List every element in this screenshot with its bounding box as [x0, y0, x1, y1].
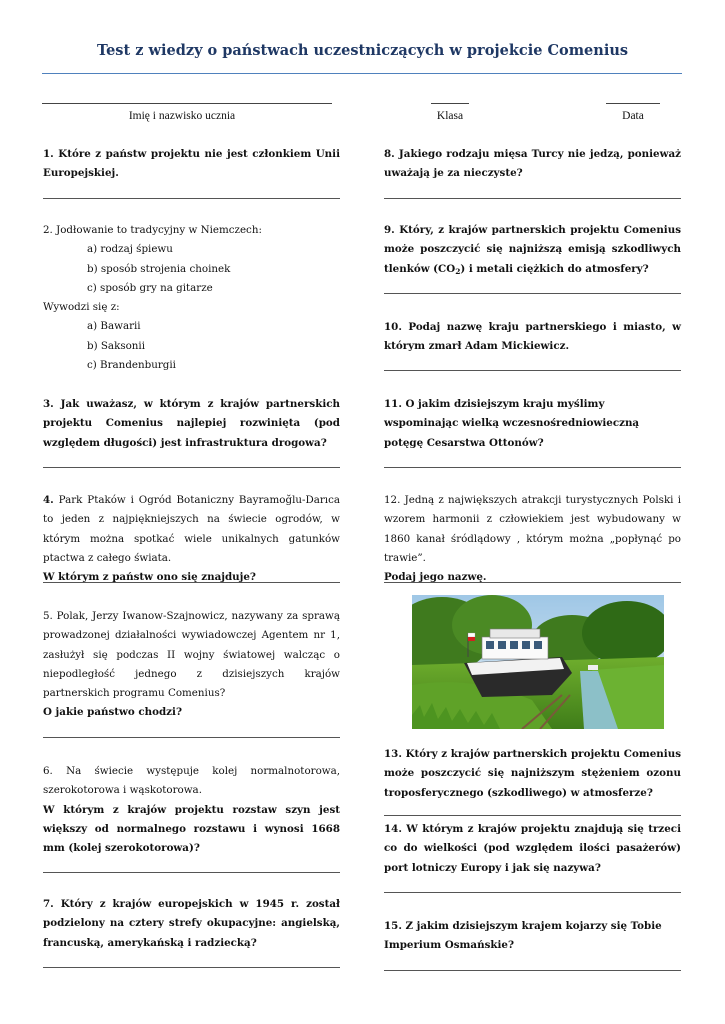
class-label: Klasa	[436, 110, 464, 122]
answer-line-12	[384, 582, 681, 583]
name-label: Imię i nazwisko ucznia	[128, 110, 236, 122]
answer-line-1	[43, 198, 340, 199]
date-line	[606, 103, 660, 104]
answer-line-7	[43, 967, 340, 968]
question-7: 7. Który z krajów europejskich w 1945 r. został podzielony na cztery strefy okupacyjne: angielską, francuską, amerykańską i radziecką?	[43, 898, 340, 949]
question-9-subscript: 2	[455, 266, 461, 276]
answer-line-15	[384, 970, 681, 971]
answer-line-8	[384, 198, 681, 199]
answer-line-11	[384, 467, 681, 468]
question-2-origin-a: a) Bawarii	[87, 320, 141, 333]
question-11: 11. O jakim dzisiejszym kraju myślimy wspominając wielką wczesnośredniowieczną potęgę Cesarstwa Ottonów?	[384, 398, 640, 449]
question-6-text: 6. Na świecie występuje kolej normalnotorowa, szerokotorowa i wąskotorowa.	[43, 765, 340, 797]
question-14: 14. W którym z krajów projektu znajdują się trzeci co do wielkości (pod względem ilości pasażerów) port lotniczy Europy i jak się nazywa?	[384, 823, 681, 874]
question-6	[43, 762, 340, 858]
question-2	[43, 221, 340, 375]
question-10: 10. Podaj nazwę kraju partnerskiego i miasto, w którym zmarł Adam Mickiewicz.	[384, 321, 681, 353]
date-label: Data	[622, 110, 644, 122]
question-1: 1. Które z państw projektu nie jest członkiem Unii Europejskiej.	[43, 148, 340, 180]
question-9-text-b: ) i metali ciężkich do atmosfery?	[460, 262, 649, 275]
question-4-question: W którym z państw ono się znajduje?	[43, 571, 256, 584]
question-2-option-a: a) rodzaj śpiewu	[87, 243, 173, 256]
question-2-intro: 2. Jodłowanie to tradycyjny w Niemczech:	[43, 224, 262, 236]
answer-line-13	[384, 815, 681, 816]
answer-line-10	[384, 370, 681, 371]
question-12	[384, 491, 681, 587]
question-9	[384, 221, 681, 281]
answer-line-14	[384, 892, 681, 893]
question-8: 8. Jakiego rodzaju mięsa Turcy nie jedzą, ponieważ uważają je za nieczyste?	[384, 148, 681, 180]
question-2-origin-c: c) Brandenburgii	[87, 359, 176, 372]
question-2-option-b: b) sposób strojenia choinek	[87, 262, 231, 275]
question-12-question: Podaj jego nazwę.	[384, 571, 487, 584]
question-4	[43, 491, 340, 587]
question-3: 3. Jak uważasz, w którym z krajów partnerskich projektu Comenius najlepiej rozwinięta (pod względem długości) jest infrastruktura drogowa?	[43, 398, 340, 449]
page-title: Test z wiedzy o państwach uczestniczących w projekcie Comenius	[96, 42, 629, 59]
question-9-text-a: 9. Który, z krajów partnerskich projektu Comenius może poszczycić się najniższą emisją szkodliwych tlenków (CO	[384, 224, 681, 275]
question-13: 13. Który z krajów partnerskich projektu Comenius może poszczycić się najniższym stężeniem ozonu troposferycznego (szkodliwego) w atmosferze?	[384, 748, 681, 799]
question-4-number: 4.	[43, 494, 54, 506]
question-6-question: W którym z krajów projektu rozstaw szyn jest większy od normalnego rozstawu i wynosi 1668 mm (kolej szerokotorowa)?	[43, 803, 340, 855]
question-4-body: Park Ptaków i Ogród Botaniczny Bayramoğlu-Darıca to jeden z najpiękniejszych na świecie ogrodów, w którym można spotkać wiele unikalnych gatunków ptactwa z całego świata.	[43, 494, 340, 564]
question-15: 15. Z jakim dzisiejszym krajem kojarzy się Tobie Imperium Osmańskie?	[384, 920, 662, 952]
question-5-text: 5. Polak, Jerzy Iwanow-Szajnowicz, nazywany za sprawą prowadzonej działalności wywiadowczej Agentem nr 1, zasłużył się podczas II wojny światowej walcząc o niepodległość jednego z dzisiejszych krajów partnerskich programu Comenius?	[43, 610, 340, 700]
question-5-question: O jakie państwo chodzi?	[43, 706, 182, 719]
canal-boat-photo	[412, 595, 664, 729]
question-2-option-c: c) sposób gry na gitarze	[87, 281, 213, 294]
question-2-intro-2: Wywodzi się z:	[43, 301, 120, 314]
answer-line-5	[43, 737, 340, 738]
class-line	[431, 103, 469, 104]
answer-line-6	[43, 872, 340, 873]
name-line	[42, 103, 332, 104]
question-12-text: 12. Jedną z największych atrakcji turystycznych Polski i wzorem harmonii z człowiekiem jest wybudowany w 1860 kanał śródlądowy , którym można „popłynąć po trawie”.	[384, 494, 681, 564]
answer-line-4	[43, 582, 340, 583]
question-2-origin-b: b) Saksonii	[87, 339, 146, 352]
answer-line-3	[43, 467, 340, 468]
question-5	[43, 607, 340, 723]
answer-line-9	[384, 293, 681, 294]
question-4-text	[43, 491, 340, 568]
title-divider	[42, 73, 682, 74]
